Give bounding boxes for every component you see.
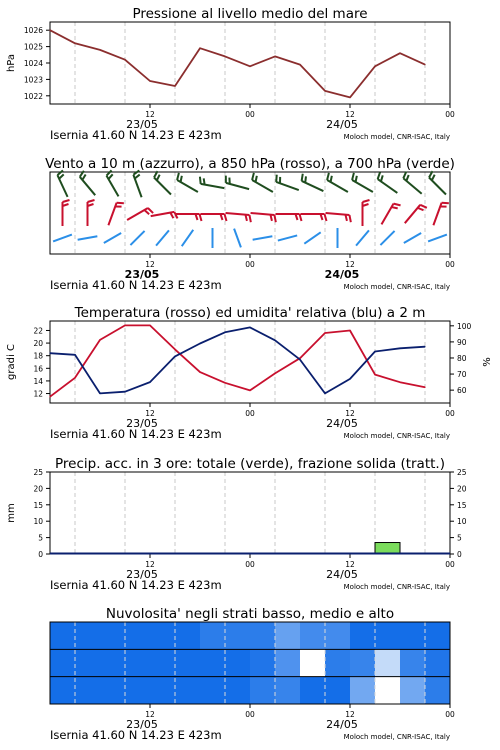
cloud-cell-medio (250, 649, 275, 677)
date-label: 24/05 (326, 118, 358, 131)
barb-shaft (278, 235, 297, 240)
y-tick-label: 1022 (23, 91, 43, 101)
x-tick-label: 12 (345, 260, 355, 269)
y-tick-label: 12 (33, 389, 43, 399)
wind-barb-10m (53, 235, 72, 242)
data-point (224, 382, 225, 383)
data-point (99, 49, 100, 50)
wind-barb-700hPa (57, 170, 74, 197)
x-tick-label: 12 (145, 260, 155, 269)
data-point (424, 387, 425, 388)
x-tick-label: 12 (145, 409, 155, 418)
y-tick-label: 1025 (23, 42, 43, 52)
cloud-cell-alto (275, 622, 300, 650)
wind-barb-700hPa (133, 170, 148, 197)
date-label: 24/05 (326, 417, 358, 430)
data-point (49, 353, 50, 354)
y-tick-label: 20 (33, 339, 43, 349)
chart-title: Precip. acc. in 3 ore: totale (verde), frazione solida (tratt.) (55, 456, 445, 472)
y-tick-label: 14 (33, 376, 43, 386)
data-point (274, 373, 275, 374)
data-point (374, 374, 375, 375)
data-point (349, 378, 350, 379)
wind-barb-10m (404, 233, 421, 243)
wind-barb-700hPa (325, 173, 351, 192)
data-point (149, 325, 150, 326)
location-label: Isernia 41.60 N 14.23 E 423m (50, 427, 222, 441)
barb-flag (175, 173, 180, 180)
cloud-cell-alto (75, 622, 100, 650)
barb-flag (418, 206, 424, 211)
data-point (174, 356, 175, 357)
y-tick-label: 22 (33, 326, 43, 336)
cloud-cell-basso (400, 677, 425, 705)
wind-barb-850hPa (63, 200, 70, 226)
cloud-cell-medio (150, 649, 175, 677)
barb-flag (363, 200, 370, 202)
cloud-cell-basso (150, 677, 175, 705)
data-point (374, 351, 375, 352)
y-tick-label: 5 (38, 533, 43, 543)
wind-barb-10m (104, 233, 121, 243)
data-point (274, 56, 275, 57)
barb-flag (325, 173, 330, 180)
data-point (174, 85, 175, 86)
cloud-cell-medio (425, 649, 450, 677)
wind-barb-700hPa (175, 173, 201, 192)
wind-barb-700hPa (350, 173, 376, 192)
barb-flag (300, 214, 302, 221)
cloud-cell-basso (200, 677, 225, 705)
wind-barb-700hPa (376, 172, 401, 193)
y-tick-label: 10 (457, 517, 467, 527)
wind-barb-850hPa (250, 213, 277, 222)
chart-title: Pressione al livello medio del mare (132, 6, 368, 22)
y-tick-label: 20 (457, 484, 467, 494)
barb-shaft (53, 235, 72, 242)
x-tick-label: 12 (345, 710, 355, 719)
wind-barb-10m (253, 236, 273, 239)
x-tick-label: 12 (145, 110, 155, 119)
panel-temp_rh (6, 305, 493, 441)
wind-barb-10m (428, 235, 447, 242)
data-point (149, 381, 150, 382)
y-tick-label: 100 (457, 321, 472, 331)
pressure-line (50, 30, 425, 97)
cloud-cell-medio (100, 649, 125, 677)
data-point (324, 332, 325, 333)
y-axis-label: mm (6, 503, 17, 523)
cloud-cell-alto (200, 622, 225, 650)
y-tick-label: 15 (33, 500, 43, 510)
cloud-cell-medio (275, 649, 300, 677)
plot-frame (50, 172, 450, 254)
wind-barb-700hPa (153, 171, 176, 194)
cloud-cell-alto (150, 622, 175, 650)
barb-flag (200, 214, 202, 221)
wind-barb-700hPa (79, 171, 101, 195)
barb-flag (430, 175, 436, 181)
wind-barb-700hPa (250, 173, 276, 192)
data-point (74, 377, 75, 378)
y-tick-label: 16 (33, 364, 43, 374)
wind-barb-850hPa (325, 213, 352, 222)
cloud-cell-basso (75, 677, 100, 705)
date-label: 24/05 (326, 568, 358, 581)
wind-barb-700hPa (224, 176, 251, 189)
y-tick-label: 10 (33, 517, 43, 527)
barb-shaft (428, 235, 447, 242)
data-point (224, 56, 225, 57)
data-point (124, 391, 125, 392)
barb-flag (274, 215, 277, 222)
y-axis-label-right: % (482, 357, 493, 367)
cloud-cell-medio (175, 649, 200, 677)
location-label: Isernia 41.60 N 14.23 E 423m (50, 578, 222, 592)
y-tick-label: 25 (457, 468, 467, 477)
y-tick-label: 0 (457, 550, 462, 559)
wind-barb-10m (356, 230, 369, 245)
x-tick-label: 12 (345, 409, 355, 418)
barb-flag (63, 200, 70, 202)
chart-title: Temperatura (rosso) ed umidita' relativa (blu) a 2 m (74, 305, 426, 321)
date-label: 24/05 (326, 718, 358, 731)
cloud-cell-basso (325, 677, 350, 705)
cloud-cell-basso (375, 677, 400, 705)
barb-flag (405, 175, 410, 181)
wind-barb-850hPa (276, 214, 302, 221)
barb-flag (225, 214, 227, 221)
barb-flag (350, 173, 355, 180)
barb-flag (300, 174, 305, 181)
model-label: Moloch model, CNR-ISAC, Italy (343, 432, 450, 440)
barb-shaft (253, 236, 273, 239)
barb-shaft (182, 230, 193, 246)
model-label: Moloch model, CNR-ISAC, Italy (343, 583, 450, 591)
data-point (224, 332, 225, 333)
data-point (199, 371, 200, 372)
y-tick-label: 15 (457, 500, 467, 510)
barb-shaft (356, 230, 369, 245)
chart-title: Nuvolosita' negli strati basso, medio e alto (105, 606, 395, 622)
data-point (399, 53, 400, 54)
barb-flag (325, 214, 327, 221)
location-label: Isernia 41.60 N 14.23 E 423m (50, 728, 222, 742)
y-axis-label: hPa (6, 53, 17, 73)
cloud-cell-medio (325, 649, 350, 677)
barb-shaft (156, 230, 169, 245)
cloud-cell-basso (425, 677, 450, 705)
wind-barb-850hPa (405, 203, 427, 227)
cloud-cell-alto (425, 622, 450, 650)
cloud-cell-basso (275, 677, 300, 705)
cloud-cell-basso (125, 677, 150, 705)
cloud-cell-medio (400, 649, 425, 677)
barb-flag (58, 174, 64, 178)
barb-flag (199, 177, 202, 184)
cloud-cell-basso (350, 677, 375, 705)
wind-barb-700hPa (428, 171, 451, 194)
cloud-cell-alto (175, 622, 200, 650)
y-tick-label: 18 (33, 351, 43, 361)
cloud-cell-alto (250, 622, 275, 650)
data-point (99, 393, 100, 394)
date-label: 23/05 (126, 417, 158, 430)
wind-barb-850hPa (382, 202, 401, 228)
data-point (74, 43, 75, 44)
barb-shaft (130, 231, 144, 245)
data-point (199, 48, 200, 49)
cloud-cell-medio (125, 649, 150, 677)
wind-barb-10m (78, 236, 98, 239)
y-tick-label: 60 (457, 386, 467, 396)
data-point (274, 340, 275, 341)
date-label: 24/05 (324, 268, 360, 281)
x-tick-label: 00 (245, 409, 255, 418)
data-point (124, 59, 125, 60)
model-label: Moloch model, CNR-ISAC, Italy (343, 283, 450, 291)
y-tick-label: 80 (457, 353, 467, 363)
x-tick-label: 00 (445, 260, 455, 269)
data-point (249, 327, 250, 328)
data-point (324, 393, 325, 394)
data-point (49, 30, 50, 31)
barb-flag (88, 200, 95, 202)
cloud-cell-basso (225, 677, 250, 705)
x-tick-label: 00 (245, 560, 255, 569)
cloud-cell-medio (200, 649, 225, 677)
wind-barb-10m (278, 235, 297, 240)
location-label: Isernia 41.60 N 14.23 E 423m (50, 278, 222, 292)
panel-precip (6, 456, 467, 592)
barb-flag (376, 172, 382, 179)
data-point (399, 348, 400, 349)
barb-shaft (78, 236, 98, 239)
cloud-cell-basso (250, 677, 275, 705)
barb-flag (117, 201, 124, 205)
x-tick-label: 00 (245, 710, 255, 719)
x-tick-label: 00 (445, 409, 455, 418)
location-label: Isernia 41.60 N 14.23 E 423m (50, 128, 222, 142)
data-point (249, 66, 250, 67)
wind-barb-10m (304, 232, 320, 243)
data-point (299, 64, 300, 65)
plot-frame (50, 472, 450, 554)
x-tick-label: 00 (245, 260, 255, 269)
x-tick-label: 00 (445, 560, 455, 569)
cloud-cell-alto (50, 622, 75, 650)
wind-barb-850hPa (108, 201, 123, 228)
cloud-cell-alto (225, 622, 250, 650)
barb-flag (394, 202, 401, 207)
precip-bar (375, 543, 400, 554)
y-tick-label: 25 (33, 468, 43, 477)
data-point (199, 343, 200, 344)
data-point (74, 354, 75, 355)
barb-flag (349, 215, 352, 222)
y-tick-label: 1023 (23, 75, 43, 85)
y-axis-label: gradi C (6, 344, 17, 380)
cloud-cell-basso (175, 677, 200, 705)
wind-barb-850hPa (176, 214, 202, 221)
x-tick-label: 00 (445, 710, 455, 719)
wind-barb-700hPa (402, 172, 426, 194)
barb-shaft (104, 233, 121, 243)
data-point (49, 396, 50, 397)
panel-pressure (6, 6, 455, 142)
cloud-cell-alto (100, 622, 125, 650)
data-point (124, 325, 125, 326)
barb-shaft (234, 229, 241, 248)
cloud-cell-medio (50, 649, 75, 677)
wind-barb-850hPa (363, 200, 370, 226)
y-tick-label: 1026 (23, 26, 43, 36)
wind-barb-700hPa (274, 175, 301, 190)
cloud-cell-medio (300, 649, 325, 677)
date-label: 23/05 (126, 568, 158, 581)
cloud-cell-alto (375, 622, 400, 650)
wind-barb-850hPa (433, 201, 448, 228)
wind-barb-700hPa (300, 174, 327, 191)
barb-shaft (304, 232, 320, 243)
wind-barb-10m (130, 231, 144, 245)
y-tick-label: 20 (33, 484, 43, 494)
wind-barb-850hPa (88, 200, 95, 226)
data-point (349, 330, 350, 331)
x-tick-label: 12 (345, 110, 355, 119)
barb-shaft (404, 233, 421, 243)
data-point (424, 346, 425, 347)
date-label: 23/05 (126, 118, 158, 131)
cloud-cell-basso (50, 677, 75, 705)
cloud-cell-alto (325, 622, 350, 650)
y-tick-label: 5 (457, 533, 462, 543)
data-point (424, 64, 425, 65)
wind-barb-850hPa (151, 212, 178, 223)
data-point (374, 66, 375, 67)
barb-shaft (380, 231, 394, 245)
y-tick-label: 0 (38, 550, 43, 559)
plot-frame (50, 22, 450, 104)
cloud-cell-medio (350, 649, 375, 677)
data-point (249, 390, 250, 391)
y-tick-label: 90 (457, 337, 467, 347)
wind-barb-850hPa (201, 214, 227, 221)
x-tick-label: 00 (245, 110, 255, 119)
cloud-cell-medio (225, 649, 250, 677)
cloud-cell-basso (100, 677, 125, 705)
cloud-cell-medio (75, 649, 100, 677)
y-tick-label: 1024 (23, 59, 43, 68)
data-point (99, 339, 100, 340)
wind-barb-10m (182, 230, 193, 246)
data-point (324, 90, 325, 91)
wind-barb-10m (234, 229, 241, 248)
wind-barb-850hPa (301, 214, 327, 221)
wind-barb-700hPa (106, 170, 125, 196)
data-point (149, 80, 150, 81)
cloud-cells (50, 622, 450, 704)
barb-flag (249, 215, 252, 222)
x-tick-label: 00 (445, 110, 455, 119)
cloud-cell-alto (350, 622, 375, 650)
wind-barb-850hPa (225, 213, 252, 222)
wind-barb-10m (156, 230, 169, 245)
cloud-cell-alto (300, 622, 325, 650)
panel-wind (45, 156, 455, 292)
cloud-cell-alto (125, 622, 150, 650)
barb-flag (442, 201, 449, 205)
x-tick-label: 12 (145, 710, 155, 719)
wind-barb-10m (380, 231, 394, 245)
date-label: 23/05 (126, 718, 158, 731)
wind-barb-850hPa (127, 207, 153, 226)
wind-barb-700hPa (199, 177, 226, 188)
date-label: 23/05 (124, 268, 160, 281)
barb-flag (250, 173, 255, 180)
data-point (349, 97, 350, 98)
cloud-cell-alto (400, 622, 425, 650)
chart-title: Vento a 10 m (azzurro), a 850 hPa (rosso), a 700 hPa (verde) (45, 156, 455, 172)
y-tick-label: 70 (457, 370, 467, 380)
barb-flag (155, 175, 161, 181)
x-tick-label: 12 (145, 560, 155, 569)
data-point (299, 359, 300, 360)
model-label: Moloch model, CNR-ISAC, Italy (343, 133, 450, 141)
cloud-cell-basso (300, 677, 325, 705)
model-label: Moloch model, CNR-ISAC, Italy (343, 733, 450, 741)
temperature-line (50, 325, 425, 396)
x-tick-label: 12 (345, 560, 355, 569)
data-point (399, 382, 400, 383)
data-point (174, 349, 175, 350)
cloud-cell-medio (375, 649, 400, 677)
